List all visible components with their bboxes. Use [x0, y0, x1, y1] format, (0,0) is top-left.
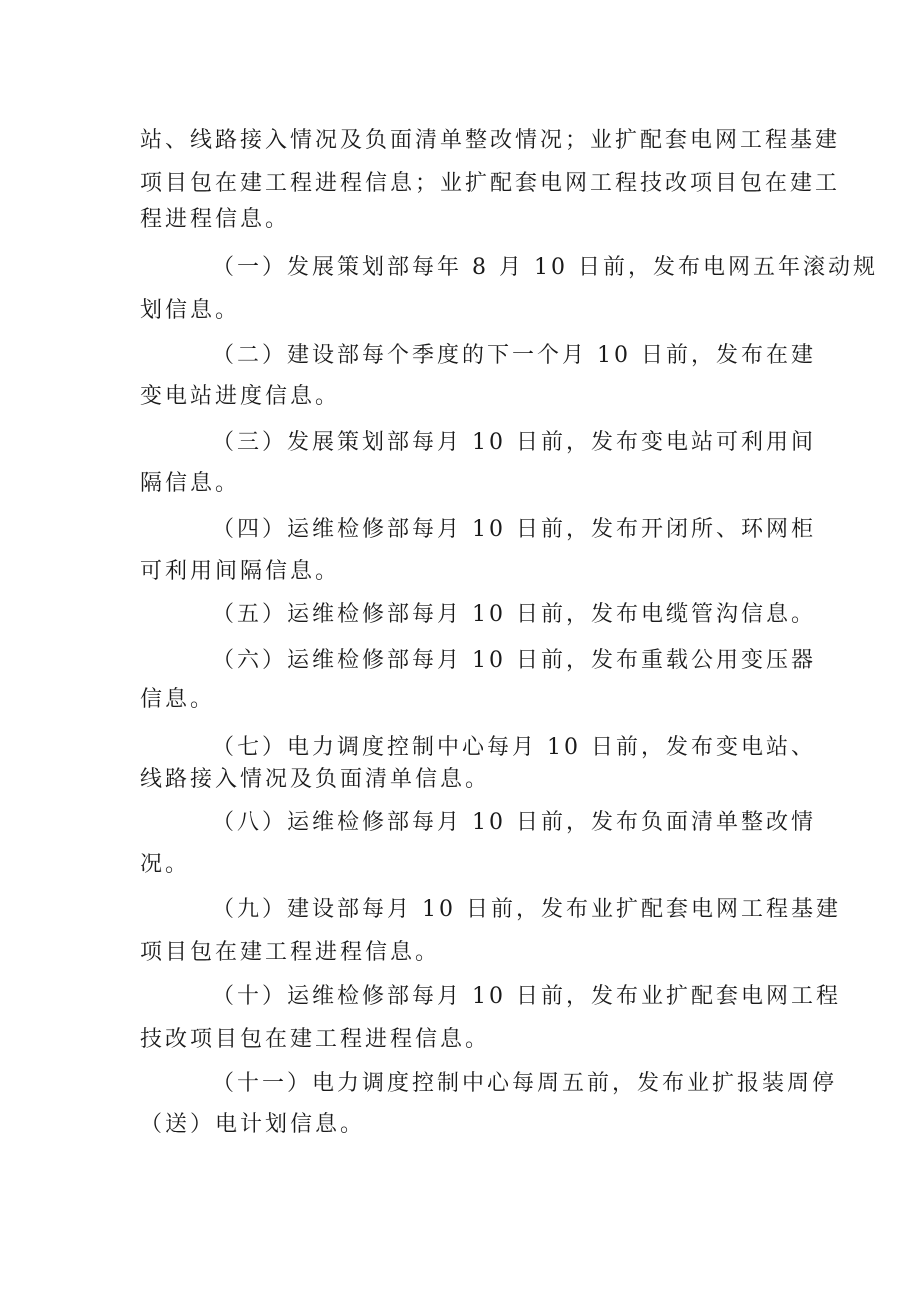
- item-6-line-2: 信息。: [140, 687, 216, 712]
- item-11-line-1: （十一）电力调度控制中心每周五前，发布业扩报装周停: [212, 1071, 838, 1096]
- intro-line-3: 程进程信息。: [140, 207, 291, 232]
- intro-line-2: 项目包在建工程进程信息；业扩配套电网工程技改项目包在建工: [140, 171, 841, 196]
- item-9-line-1: （九）建设部每月 10 日前，发布业扩配套电网工程基建: [212, 897, 841, 922]
- item-4-line-1: （四）运维检修部每月 10 日前，发布开闭所、环网柜: [212, 517, 816, 542]
- item-10-line-1: （十）运维检修部每月 10 日前，发布业扩配套电网工程: [212, 984, 841, 1009]
- item-7-line-1: （七）电力调度控制中心每月 10 日前，发布变电站、: [212, 735, 816, 760]
- item-1-line-1: （一）发展策划部每年 8 月 10 日前，发布电网五年滚动规: [212, 255, 878, 280]
- item-10-line-2: 技改项目包在建工程进程信息。: [140, 1027, 491, 1052]
- item-8-line-2: 况。: [140, 852, 191, 877]
- item-3-line-1: （三）发展策划部每月 10 日前，发布变电站可利用间: [212, 430, 816, 455]
- item-4-line-2: 可利用间隔信息。: [140, 559, 341, 584]
- item-9-line-2: 项目包在建工程进程信息。: [140, 940, 441, 965]
- item-2-line-1: （二）建设部每个季度的下一个月 10 日前，发布在建: [212, 343, 816, 368]
- item-2-line-2: 变电站进度信息。: [140, 384, 341, 409]
- intro-line-1: 站、线路接入情况及负面清单整改情况；业扩配套电网工程基建: [140, 128, 841, 153]
- item-7-line-2: 线路接入情况及负面清单信息。: [140, 767, 491, 792]
- item-6-line-1: （六）运维检修部每月 10 日前，发布重载公用变压器: [212, 648, 816, 673]
- item-1-line-2: 划信息。: [140, 298, 241, 323]
- item-11-line-2: （送）电计划信息。: [140, 1112, 366, 1137]
- item-8-line-1: （八）运维检修部每月 10 日前，发布负面清单整改情: [212, 810, 816, 835]
- item-3-line-2: 隔信息。: [140, 471, 241, 496]
- item-5-line-1: （五）运维检修部每月 10 日前，发布电缆管沟信息。: [212, 602, 816, 627]
